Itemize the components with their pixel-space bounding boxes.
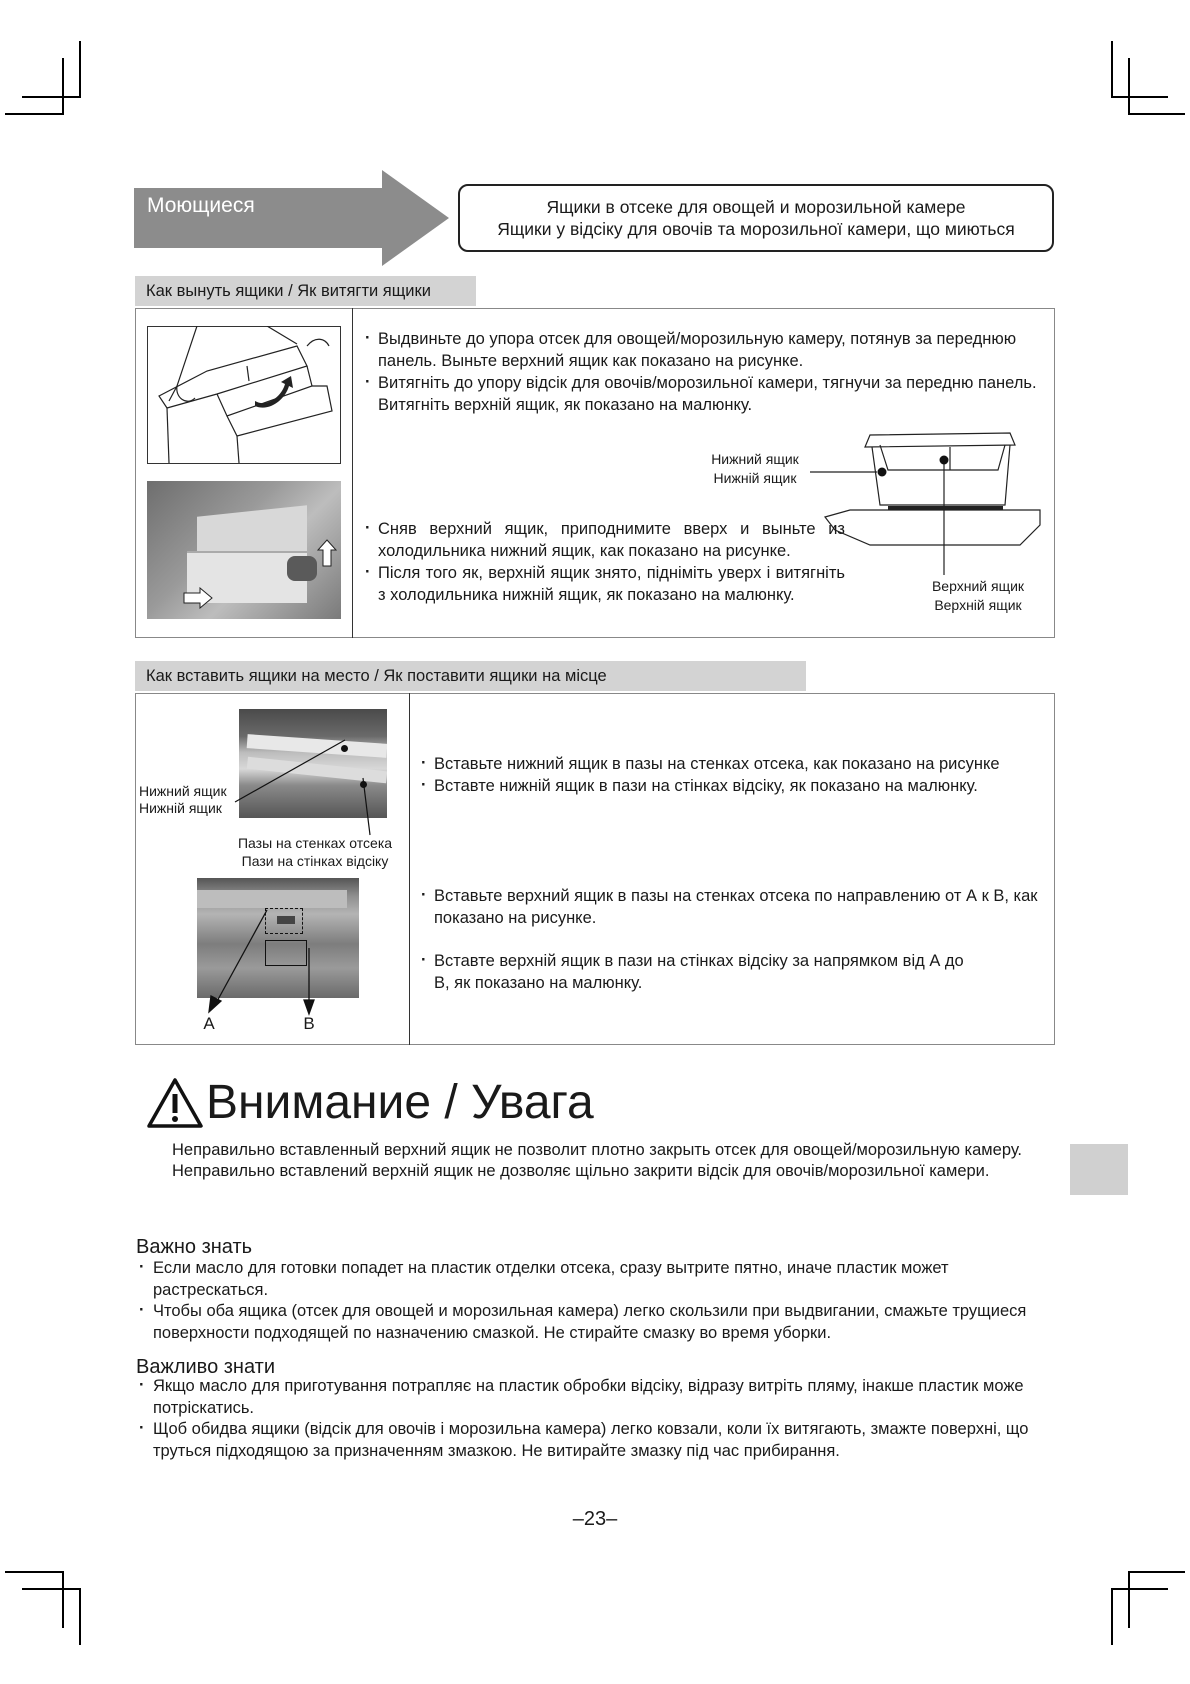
insert-upper-instruction-uk-block: [421, 950, 981, 994]
warning-heading: [146, 1075, 594, 1131]
insert-lower-instruction-uk: · Вставте нижній ящик в пази на стінках відсіку, як показано на малюнку.: [421, 775, 1051, 797]
insert-lower-instructions: [421, 753, 1051, 797]
warning-line-ru: Неправильно вставленный верхний ящик не позволит плотно закрыть отсек для овощей/морозильную камеру.: [172, 1141, 1022, 1159]
insert-photo-leader-lines: [230, 720, 390, 840]
remove-section-divider: [352, 308, 353, 638]
header-arrow-label: Моющиеся: [147, 194, 255, 217]
insert-lower-instruction-ru: · Вставьте нижний ящик в пазы на стенках отсека, как показано на рисунке: [421, 753, 1051, 775]
warning-title: Внимание / Увага: [206, 1076, 594, 1129]
diagram-label-lower: Нижний ящик Нижній ящик: [711, 451, 799, 486]
remove-bottom-instruction-uk: · Після того як, верхній ящик знято, підніміть уверх і витягніть з холодильника нижній ящик, як показано на малюнку.: [365, 562, 845, 606]
important-uk-item: · Якщо масло для приготування потрапляє на пластик обробки відсіку, відразу витріть пляму, інакше пластик може потріскатись.: [136, 1376, 1066, 1419]
warning-body: [172, 1140, 1062, 1182]
insert-label-grooves: Пазы на стенках отсека Пази на стінках відсіку: [237, 835, 393, 869]
diagram-label-upper: Верхний ящик Верхній ящик: [931, 578, 1025, 613]
point-b-label: B: [303, 1014, 315, 1033]
insert-section-divider: [409, 693, 410, 1045]
insert-upper-instruction-ru-block: [421, 885, 1041, 929]
remove-upper-drawer-illustration: [147, 326, 341, 464]
point-a-label: A: [203, 1014, 215, 1033]
remove-section-heading: Как вынуть ящики / Як витягти ящики: [135, 276, 476, 306]
important-uk-title: Важливо знати: [136, 1356, 275, 1378]
insert-direction-arrows: [205, 890, 325, 1020]
remove-bottom-instructions: [365, 518, 845, 606]
insert-section-heading: Как вставить ящики на место / Як поставити ящики на місце: [135, 661, 806, 691]
warning-triangle-icon: [146, 1077, 204, 1129]
header-arrow: [134, 170, 449, 266]
remove-top-instruction-uk: · Витягніть до упору відсік для овочів/морозильної камери, тягнучи за передню панель. Витягніть верхній ящик, як показано на малюнку.: [365, 372, 1050, 416]
remove-bottom-instruction-ru: · Сняв верхний ящик, приподнимите вверх и выньте из холодильника нижний ящик, как показано на рисунке.: [365, 518, 845, 562]
remove-top-instruction-ru: · Выдвиньте до упора отсек для овощей/морозильную камеру, потянув за переднюю панель. Выньте верхний ящик как показано на рисунке.: [365, 328, 1050, 372]
arrow-up-icon: [317, 539, 337, 567]
page-number: –23–: [572, 1508, 618, 1530]
insert-label-lower: Нижний ящик Нижній ящик: [139, 783, 227, 816]
important-ru-title: Важно знать: [136, 1236, 253, 1258]
header-title-uk: Ящики у відсіку для овочів та морозильної камери, що миються: [497, 219, 1015, 239]
important-uk-list: [136, 1376, 1066, 1462]
insert-upper-instruction-ru: · Вставьте верхний ящик в пазы на стенках отсека по направлению от А к В, как показано на рисунке.: [421, 885, 1041, 929]
important-uk-item: · Щоб обидва ящики (відсік для овочів і морозильна камера) легко ковзали, коли їх витягають, змажте поверхні, що труться підходящою за призначенням змазкою. Не витирайте змазку під час прибирання.: [136, 1419, 1066, 1462]
remove-top-instructions: [365, 328, 1050, 416]
important-ru-item: · Чтобы оба ящика (отсек для овощей и морозильная камера) легко скользили при выдвигании, смажьте трущиеся поверхности подходящей по назначению смазкой. Не стирайте смазку во время уборки.: [136, 1301, 1066, 1344]
remove-lower-drawer-photo: [147, 481, 341, 619]
warning-line-uk: Неправильно вставлений верхній ящик не дозволяє щільно закрити відсік для овочів/морозильної камери.: [172, 1162, 990, 1180]
insert-upper-instruction-uk: · Вставте верхній ящик в пази на стінках відсіку за напрямком від А до В, як показано на малюнку.: [421, 950, 981, 994]
drawer-diagram: [810, 425, 1050, 575]
important-ru-list: [136, 1258, 1066, 1344]
side-index-tab: [1070, 1144, 1128, 1195]
important-ru-item: · Если масло для готовки попадет на пластик отделки отсека, сразу вытрите пятно, иначе пластик может растрескаться.: [136, 1258, 1066, 1301]
header-title-box: [458, 184, 1054, 252]
arrow-right-icon: [183, 587, 213, 609]
header-title-ru: Ящики в отсеке для овощей и морозильной камере: [546, 197, 966, 217]
